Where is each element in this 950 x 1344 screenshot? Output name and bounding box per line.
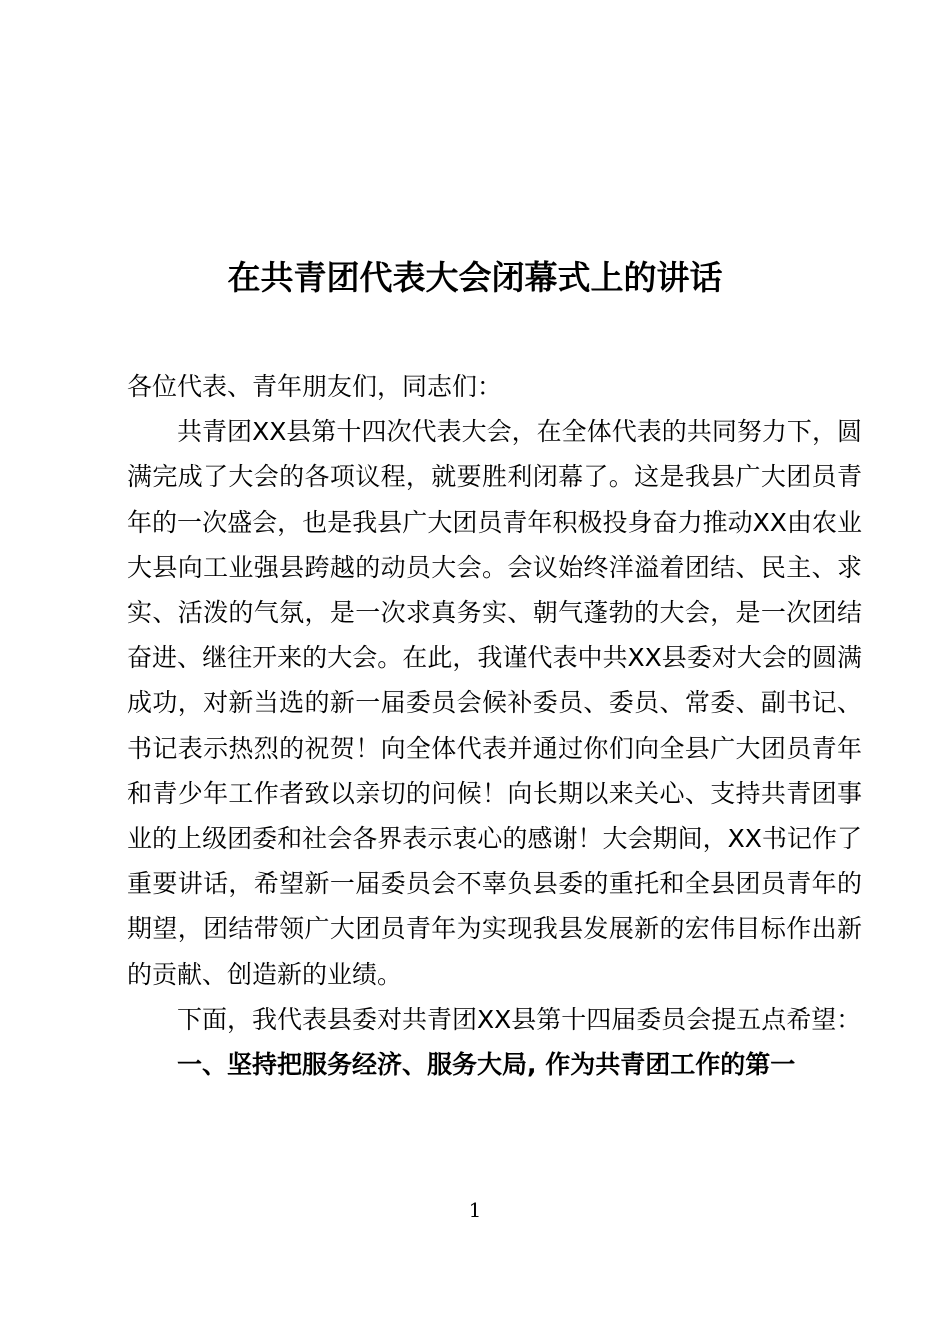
paragraph-hopes-intro: 下面，我代表县委对共青团XX县第十四届委员会提五点希望： <box>177 1004 862 1034</box>
page-number: 1 <box>468 1198 482 1222</box>
page-title: 在共青团代表大会闭幕式上的讲话 <box>227 258 723 298</box>
section-heading-one: 一、坚持把服务经济、服务大局, 作为共青团工作的第一 <box>177 1050 796 1080</box>
speech-body <box>127 364 862 1087</box>
paragraph-opening: 共青团XX县第十四次代表大会，在全体代表的共同努力下，圆满完成了大会的各项议程，就要胜利闭幕了。这是我县广大团员青年的一次盛会，也是我县广大团员青年积极投身奋力推动XX由农业大县向工业强县跨越的动员大会。会议始终洋溢着团结、民主、求实、活泼的气氛，是一次求真务实、朝气蓬勃的大会，是一次团结奋进、继往开来的大会。在此，我谨代表中共XX县委对大会的圆满成功，对新当选的新一届委员会候补委员、委员、常委、副书记、书记表示热烈的祝贺！向全体代表并通过你们向全县广大团员青年和青少年工作者致以亲切的问候！向长期以来关心、支持共青团事业的上级团委和社会各界表示衷心的感谢！大会期间，XX书记作了重要讲话，希望新一届委员会不辜负县委的重托和全县团员青年的期望，团结带领广大团员青年为实现我县发展新的宏伟目标作出新的贡献、创造新的业绩。 <box>127 417 862 989</box>
greeting-line: 各位代表、青年朋友们，同志们： <box>127 372 503 401</box>
